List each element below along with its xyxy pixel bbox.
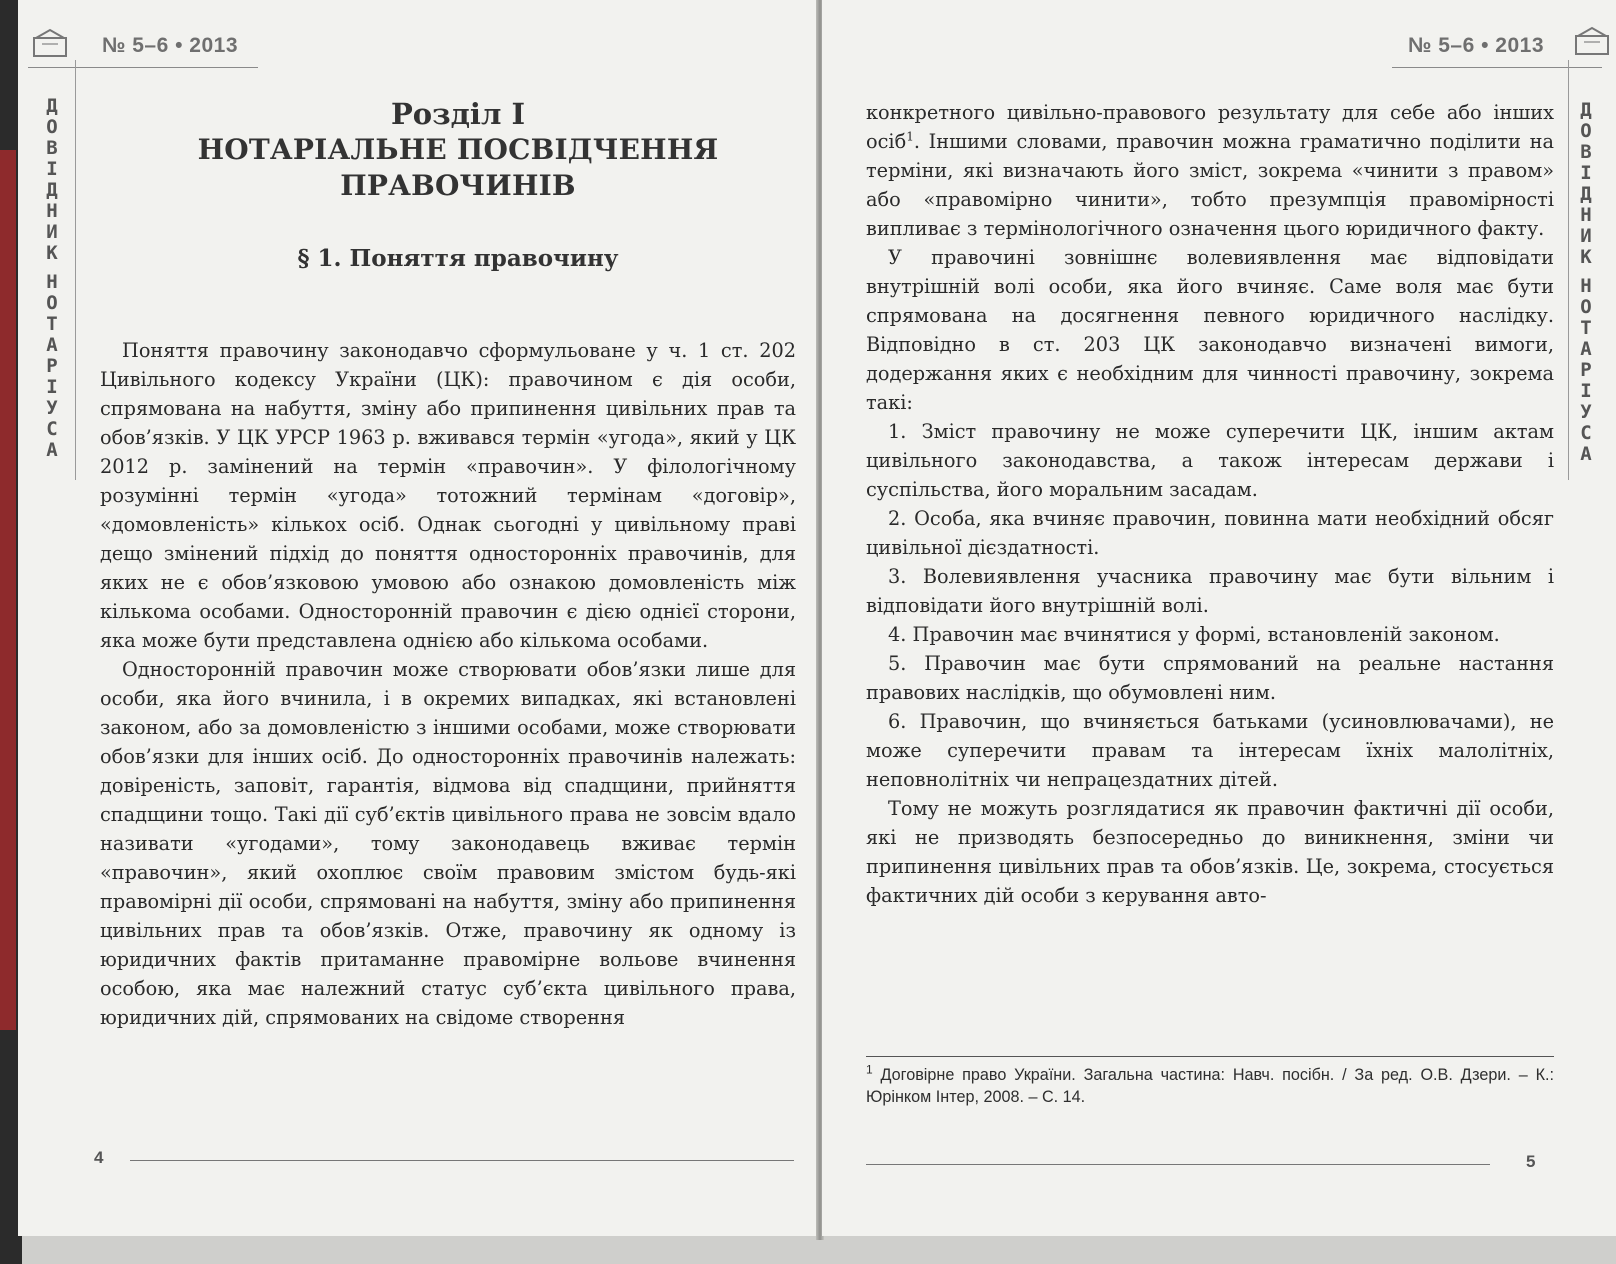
sidebar-letter: Н [1580,275,1592,297]
footnote-rule [866,1056,1554,1057]
cover-edge [0,150,16,1030]
sidebar-letter: В [46,137,58,159]
sidebar-letter: О [1580,120,1592,142]
body-text: . Іншими словами, правочин можна граматично поділити на терміни, які визначають його зміст, зокрема «чинити з правом» або «правомірно чинити», тобто презумпція правомірності випливає з термінологічного означення цього юридичного факту. [866,130,1554,240]
body-paragraph: Поняття правочину законодавчо сформульоване у ч. 1 ст. 202 Цивільного кодексу України (ЦК): правочином є дія особи, спрямована на набуття, зміну або припинення цивільних прав та обов’язків. У ЦК УРСР 1963 р. вживався термін «угода», який у ЦК 2012 р. замінений на термін «правочин». У філологічному розумінні термін «угода» тотожний термінам «договір», «домовленість» кількох осіб. Однак сьогодні у цивільному праві дещо змінений підхід до поняття односторонніх правочинів, для яких не є обов’язковою умовою або ознакою домовленість між кількома особами. Односторонній правочин є дією однієї сторони, яка може бути представлена однією або кількома особами. [100,339,796,652]
right-page [822,0,1616,1236]
page-number-right: 5 [1526,1152,1536,1171]
list-item: 2. Особа, яка вчиняє правочин, повинна мати необхідний обсяг цивільної дієздатності. [866,507,1554,559]
issue-header-left: № 5–6 • 2013 [102,34,239,57]
sidebar-letter: С [46,418,58,440]
sidebar-letter: В [1580,141,1592,163]
list-item: 3. Волевиявлення учасника правочину має бути вільним і відповідати його внутрішній волі. [866,565,1554,617]
sidebar-letter: С [1580,422,1592,444]
body-paragraph: У правочині зовнішнє волевиявлення має відповідати внутрішній волі особи, яка його вчиняє. Саме воля має бути спрямована на досягнення певного юридичного наслідку. Відповідно в ст. 203 ЦК законодавчо визначені вимоги, додержання яких є необхідним для чинності правочину, зокрема такі: [866,246,1554,414]
body-text: конкретного цивільно-правового результату для себе або інших осіб [866,101,1554,153]
sidebar-letter: У [1580,401,1592,423]
sidebar-title-right [1576,100,1596,465]
sidebar-letter: Н [46,200,58,222]
sidebar-letter: Н [1580,204,1592,226]
sidebar-letter: І [46,376,58,398]
sidebar-letter: К [1580,246,1592,268]
list-item: 5. Правочин має бути спрямований на реальне настання правових наслідків, що обумовлені ним. [866,652,1554,704]
sidebar-letter: К [46,242,58,264]
section-heading [158,96,758,274]
body-paragraph: Односторонній правочин може створювати обов’язки лише для особи, яка його вчинила, і в окремих випадках, які встановлені законом, або за домовленістю з іншими особами, може створювати обов’язки для інших осіб. До односторонніх правочинів належать: довіреність, заповіт, гарантія, відмова від спадщини, прийняття спадщини тощо. Такі дії суб’єктів цивільного права не зовсім вдало називати «угодами», тому законодавець вживає термін «правочин», який охоплює своїм правовим змістом будь-які правомірні дії особи, спрямовані на набуття, зміну або припинення цивільних прав та обов’язків. Отже, правочину як одному із юридичних фактів притаманне правомірне вольове вчинення особою, яка має належний статус суб’єкта цивільного права, юридичних дій, спрямованих на свідоме створення [100,658,796,1029]
left-page [18,0,818,1236]
logo-icon [1570,24,1614,58]
sidebar-letter: У [46,397,58,419]
sidebar-letter: А [1580,443,1592,465]
section-title-line2: ПРАВОЧИНІВ [340,169,576,202]
section-title-line1: НОТАРІАЛЬНЕ ПОСВІДЧЕННЯ [197,133,719,166]
footnote-number: 1 [866,1062,873,1077]
sidebar-letter: Д [1580,183,1592,205]
sidebar-letter: Д [46,179,58,201]
header-rule-right [1392,67,1602,68]
section-label: Розділ I [390,97,526,131]
footnote-text: Договірне право України. Загальна частина: Навч. посібн. / За ред. О.В. Дзери. – К.: Юрінком Інтер, 2008. – С. 14. [866,1066,1554,1106]
footer-rule-left [130,1160,794,1161]
footnote [866,1064,1554,1108]
left-body-text [100,336,796,1032]
list-item: 4. Правочин має вчинятися у формі, встановленій законом. [888,623,1500,646]
sidebar-letter: Д [1580,99,1592,121]
sidebar-letter: Р [46,355,58,377]
footnote-marker: 1 [906,129,914,144]
issue-header-right: № 5–6 • 2013 [1408,34,1545,57]
sidebar-rule-left [75,60,76,480]
sidebar-letter: Т [46,313,58,335]
list-item: 1. Зміст правочину не може суперечити ЦК, іншим актам цивільного законодавства, а також інтересам держави і суспільства, його моральним засадам. [866,420,1554,501]
sidebar-letter: Р [1580,359,1592,381]
sidebar-letter: А [46,439,58,461]
list-item: 6. Правочин, що вчиняється батьками (усиновлювачами), не може суперечити правам та інтересам їхніх малолітніх, неповнолітніх чи непрацездатних дітей. [866,710,1554,791]
sidebar-letter: І [1580,162,1592,184]
sidebar-letter: И [1580,225,1592,247]
sidebar-letter: А [1580,338,1592,360]
header-rule-left [28,67,258,68]
sidebar-letter: І [46,158,58,180]
sidebar-letter: И [46,221,58,243]
page-number-left: 4 [94,1148,104,1167]
sidebar-letter: О [46,116,58,138]
sidebar-letter: О [1580,296,1592,318]
sidebar-letter: Т [1580,317,1592,339]
sidebar-letter: Н [46,271,58,293]
logo-icon [28,26,72,60]
sidebar-rule-right [1568,60,1569,480]
sidebar-letter: І [1580,380,1592,402]
footer-rule-right [866,1164,1490,1165]
sidebar-letter: О [46,292,58,314]
sidebar-title-left [42,96,62,461]
sidebar-letter: Д [46,95,58,117]
body-paragraph [866,98,1554,243]
paragraph-title: § 1. Поняття правочину [297,245,619,272]
body-paragraph: Тому не можуть розглядатися як правочин фактичні дії особи, які не призводять безпосередньо до виникнення, зміни чи припинення цивільних прав та обов’язків. Це, зокрема, стосується фактичних дій особи з керування авто- [866,797,1554,907]
sidebar-letter: А [46,334,58,356]
right-body-text [866,98,1554,910]
